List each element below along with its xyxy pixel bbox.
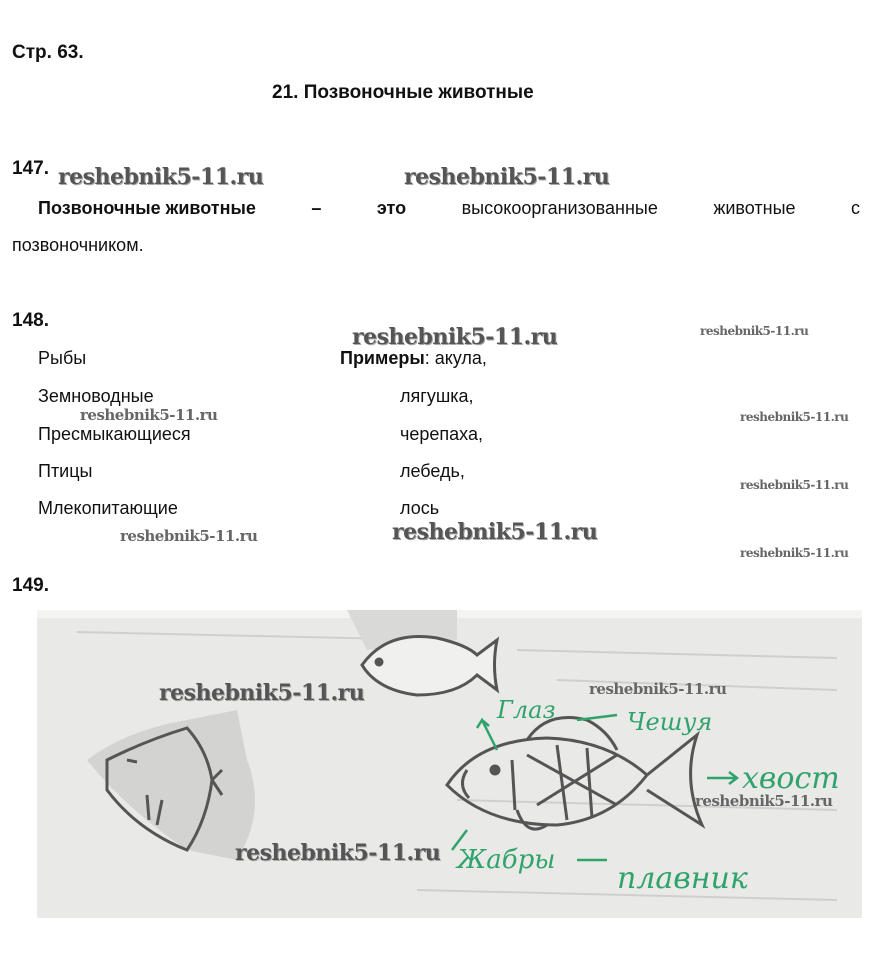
example-fish: : акула, — [424, 348, 487, 368]
section-title: 21. Позвоночные животные — [272, 82, 534, 103]
watermark: reshebnik5-11.ru — [589, 680, 727, 698]
example-reptiles: черепаха, — [400, 424, 483, 444]
watermark: reshebnik5-11.ru — [352, 324, 558, 350]
examples-fish — [340, 340, 487, 377]
group-amphibians: Земноводные — [38, 386, 154, 406]
watermark: reshebnik5-11.ru — [392, 519, 598, 545]
watermark: reshebnik5-11.ru — [58, 164, 264, 190]
watermark: reshebnik5-11.ru — [80, 406, 218, 424]
label-fin: плавник — [617, 861, 748, 896]
task-147-number: 147. — [12, 158, 49, 179]
fish-drawing — [37, 610, 862, 918]
label-tail: хвост — [742, 761, 840, 796]
page-title: Стр. 63. — [12, 42, 84, 63]
definition-line-2: позвоночником. — [12, 235, 144, 255]
task-147-definition — [38, 190, 860, 227]
label-eye: Глаз — [497, 696, 556, 724]
watermark: reshebnik5-11.ru — [700, 324, 809, 338]
definition-word: высокоорганизованные — [461, 198, 658, 218]
watermark: reshebnik5-11.ru — [404, 164, 610, 190]
dash: – — [311, 198, 322, 218]
task-148-number: 148. — [12, 310, 49, 331]
watermark: reshebnik5-11.ru — [695, 792, 833, 810]
group-birds: Птицы — [38, 461, 93, 481]
examples-label: Примеры — [340, 348, 425, 368]
definition-word: с — [851, 198, 860, 218]
example-mammals: лось — [400, 498, 440, 518]
watermark: reshebnik5-11.ru — [159, 680, 365, 706]
watermark: reshebnik5-11.ru — [235, 840, 441, 866]
group-fish: Рыбы — [38, 348, 87, 368]
fish-drawing-photo — [37, 610, 862, 918]
example-amphibians: лягушка, — [400, 386, 474, 406]
is-word: это — [376, 198, 407, 218]
watermark: reshebnik5-11.ru — [740, 478, 849, 492]
example-birds: лебедь, — [400, 461, 465, 481]
label-scales: Чешуя — [627, 708, 713, 736]
watermark: reshebnik5-11.ru — [740, 410, 849, 424]
group-mammals: Млекопитающие — [38, 498, 178, 518]
definition-word: животные — [713, 198, 796, 218]
label-gills: Жабры — [457, 845, 556, 875]
task-149-number: 149. — [12, 575, 49, 596]
term: Позвоночные животные — [38, 198, 256, 218]
small-fish-icon — [362, 637, 497, 695]
watermark: reshebnik5-11.ru — [740, 546, 849, 560]
group-reptiles: Пресмыкающиеся — [38, 424, 191, 444]
watermark: reshebnik5-11.ru — [120, 527, 258, 545]
